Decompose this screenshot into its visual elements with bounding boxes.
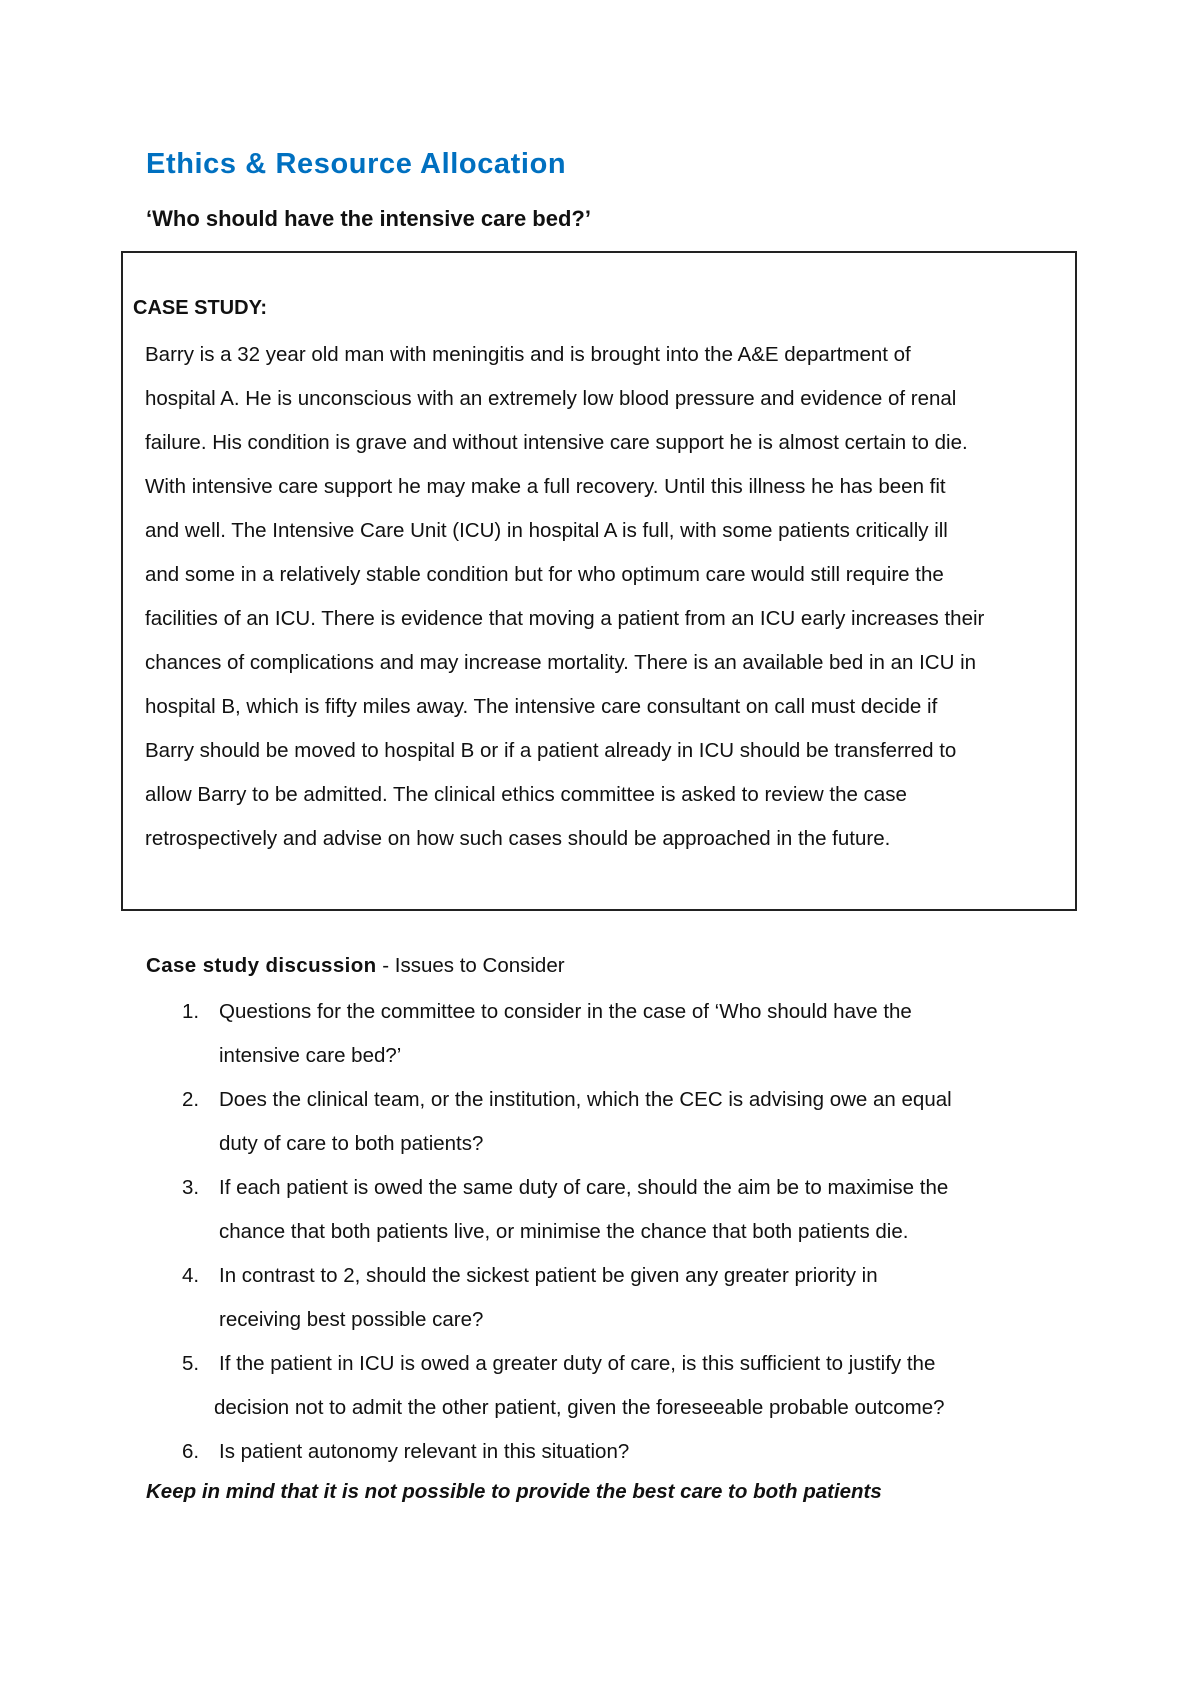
closing-note: Keep in mind that it is not possible to provide the best care to both patients xyxy=(146,1480,882,1503)
question-item-4 xyxy=(146,1254,1076,1298)
question-number: 1. xyxy=(182,1000,200,1023)
question-number: 2. xyxy=(182,1088,200,1111)
question-item-4-continued xyxy=(146,1298,1076,1342)
discussion-heading-bold: Case study discussion xyxy=(146,954,377,977)
case-study-line: hospital B, which is fifty miles away. The intensive care consultant on call must decide if xyxy=(145,695,938,718)
case-study-line: hospital A. He is unconscious with an extremely low blood pressure and evidence of renal xyxy=(145,387,957,410)
question-text: In contrast to 2, should the sickest patient be given any greater priority in xyxy=(219,1264,878,1287)
question-text: If each patient is owed the same duty of care, should the aim be to maximise the xyxy=(219,1176,949,1199)
question-text: decision not to admit the other patient, given the foreseeable probable outcome? xyxy=(214,1396,945,1419)
question-item-5 xyxy=(146,1342,1076,1386)
discussion-heading-rest: - Issues to Consider xyxy=(376,954,565,977)
question-text: receiving best possible care? xyxy=(219,1308,484,1331)
question-item-2 xyxy=(146,1078,1076,1122)
question-item-1 xyxy=(146,990,1076,1034)
question-item-1-continued xyxy=(146,1034,1076,1078)
case-study-line: With intensive care support he may make a full recovery. Until this illness he has been fit xyxy=(145,475,946,498)
question-item-6 xyxy=(146,1430,1076,1474)
case-study-line: Barry should be moved to hospital B or if a patient already in ICU should be transferred to xyxy=(145,739,957,762)
case-study-text xyxy=(145,333,1065,861)
case-study-line: retrospectively and advise on how such cases should be approached in the future. xyxy=(145,827,891,850)
question-text: intensive care bed?’ xyxy=(219,1044,402,1067)
question-text: chance that both patients live, or minimise the chance that both patients die. xyxy=(219,1220,909,1243)
question-text: Does the clinical team, or the institution, which the CEC is advising owe an equal xyxy=(219,1088,952,1111)
question-item-3-continued xyxy=(146,1210,1076,1254)
question-text: If the patient in ICU is owed a greater duty of care, is this sufficient to justify the xyxy=(219,1352,936,1375)
question-number: 5. xyxy=(182,1352,200,1375)
question-text: Questions for the committee to consider in the case of ‘Who should have the xyxy=(219,1000,912,1023)
case-study-line: chances of complications and may increase mortality. There is an available bed in an ICU in xyxy=(145,651,977,674)
question-number: 3. xyxy=(182,1176,200,1199)
case-study-line: and some in a relatively stable condition but for who optimum care would still require the xyxy=(145,563,944,586)
case-study-line: allow Barry to be admitted. The clinical ethics committee is asked to review the case xyxy=(145,783,907,806)
question-item-5-continued xyxy=(146,1386,1076,1430)
question-text: Is patient autonomy relevant in this situation? xyxy=(219,1440,630,1463)
case-study-line: Barry is a 32 year old man with meningitis and is brought into the A&E department of xyxy=(145,343,911,366)
case-study-line: and well. The Intensive Care Unit (ICU) in hospital A is full, with some patients critically ill xyxy=(145,519,948,542)
question-item-3 xyxy=(146,1166,1076,1210)
question-number: 4. xyxy=(182,1264,200,1287)
case-study-label: CASE STUDY: xyxy=(133,297,268,319)
discussion-heading xyxy=(146,954,565,978)
question-item-2-continued xyxy=(146,1122,1076,1166)
question-text: duty of care to both patients? xyxy=(219,1132,484,1155)
discussion-questions xyxy=(146,990,1076,1474)
case-study-line: failure. His condition is grave and without intensive care support he is almost certain to die. xyxy=(145,431,968,454)
document-title: Ethics & Resource Allocation xyxy=(146,148,567,180)
document-subtitle: ‘Who should have the intensive care bed?’ xyxy=(146,206,591,231)
question-number: 6. xyxy=(182,1440,200,1463)
case-study-line: facilities of an ICU. There is evidence that moving a patient from an ICU early increases their xyxy=(145,607,985,630)
